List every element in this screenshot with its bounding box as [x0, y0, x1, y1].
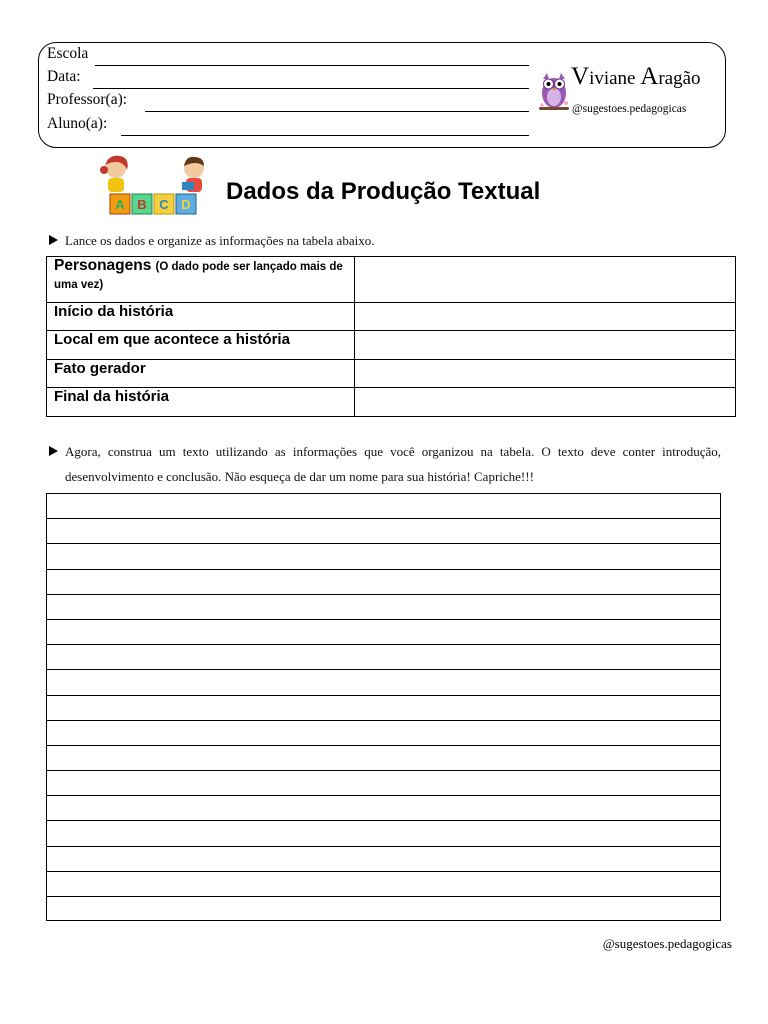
instruction-2: Agora, construa um texto utilizando as informações que você organizou na tabela. O texto deve conter introdução, desenvolvimento e conclusão. Não esqueça de dar um nome para sua história! Capriche!!! [65, 444, 721, 484]
escola-field[interactable] [95, 65, 529, 66]
row-note: (O dado pode ser lançado mais de uma vez) [54, 261, 343, 291]
arrow-bullet-icon [49, 235, 58, 245]
brand-logo [539, 63, 719, 123]
writing-line[interactable] [47, 595, 720, 620]
row-label: Local em que acontece a história [47, 331, 355, 360]
brand-handle: @sugestoes.pedagogicas [572, 103, 687, 115]
svg-text:C: C [159, 197, 169, 212]
aluno-field[interactable] [121, 135, 529, 136]
svg-text:D: D [181, 197, 191, 212]
writing-line[interactable] [47, 796, 720, 821]
data-table [46, 256, 736, 417]
table-row [47, 360, 736, 388]
kids-abcd-blocks-icon [96, 154, 214, 218]
svg-text:A: A [115, 197, 125, 212]
svg-text:B: B [137, 197, 147, 212]
writing-line[interactable] [47, 771, 720, 796]
header-box [38, 42, 726, 148]
row-label: Final da história [47, 388, 355, 417]
writing-line[interactable] [47, 519, 720, 544]
writing-area[interactable] [46, 493, 721, 921]
instruction-1: Lance os dados e organize as informações na tabela abaixo. [65, 233, 375, 248]
writing-line[interactable] [47, 721, 720, 746]
table-row [47, 257, 736, 303]
professor-label: Professor(a): [47, 91, 128, 108]
footer-handle: @sugestoes.pedagogicas [602, 936, 732, 951]
table-cell-input[interactable] [355, 303, 736, 331]
data-field[interactable] [93, 88, 529, 89]
professor-field[interactable] [145, 111, 529, 112]
escola-label: Escola [47, 45, 89, 62]
writing-line[interactable] [47, 570, 720, 595]
writing-line[interactable] [47, 620, 720, 645]
page-title: Dados da Produção Textual [226, 178, 541, 205]
table-cell-input[interactable] [355, 331, 736, 360]
table-cell-input[interactable] [355, 388, 736, 417]
table-row [47, 388, 736, 417]
writing-line[interactable] [47, 897, 720, 922]
table-row [47, 331, 736, 360]
writing-line[interactable] [47, 821, 720, 846]
aluno-label: Aluno(a): [47, 115, 108, 132]
row-label: Início da história [47, 303, 355, 331]
writing-line[interactable] [47, 746, 720, 771]
writing-line[interactable] [47, 494, 720, 519]
row-label: Fato gerador [47, 360, 355, 388]
writing-line[interactable] [47, 544, 720, 569]
writing-line[interactable] [47, 847, 720, 872]
owl-icon [539, 69, 569, 113]
writing-line[interactable] [47, 670, 720, 695]
writing-line[interactable] [47, 645, 720, 670]
writing-line[interactable] [47, 872, 720, 897]
table-row [47, 303, 736, 331]
arrow-bullet-icon [49, 446, 58, 456]
table-cell-input[interactable] [355, 360, 736, 388]
row-label: Personagens (O dado pode ser lançado mais de uma vez) [47, 257, 355, 303]
data-label: Data: [47, 68, 81, 85]
writing-line[interactable] [47, 696, 720, 721]
table-cell-input[interactable] [355, 257, 736, 303]
brand-name: Viviane Aragão [571, 63, 701, 90]
